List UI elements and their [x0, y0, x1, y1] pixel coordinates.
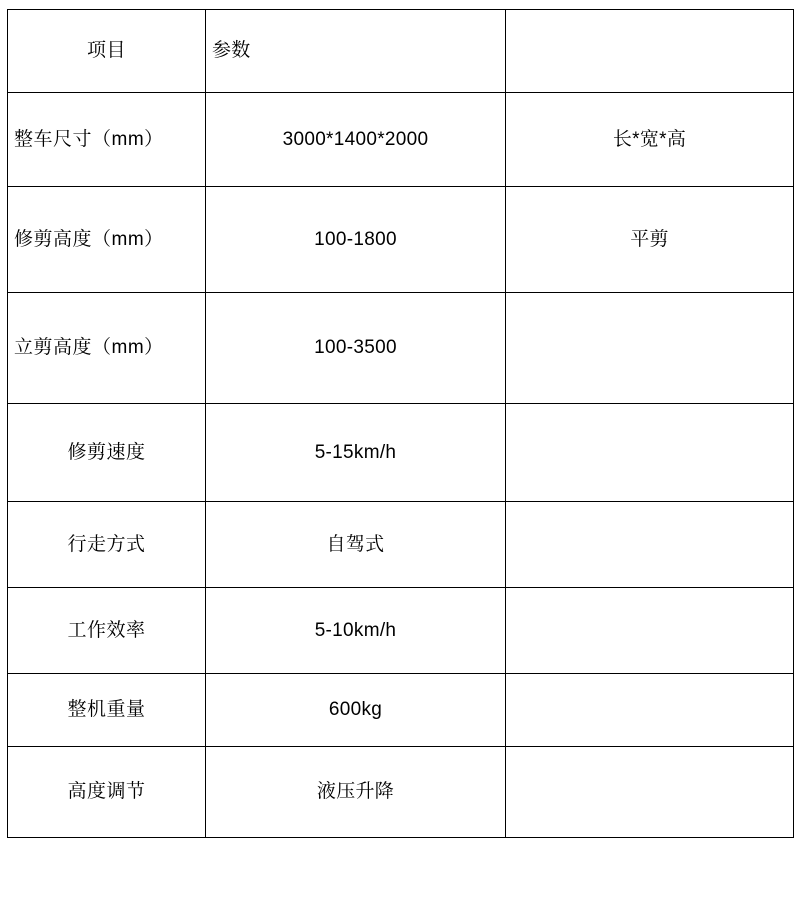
table-cell-note	[506, 10, 794, 93]
table-cell-item: 立剪高度（mm）	[8, 293, 206, 404]
table-cell-item: 整机重量	[8, 674, 206, 747]
table-row	[8, 187, 794, 293]
table-row	[8, 293, 794, 404]
table-cell-note: 长*宽*高	[506, 93, 794, 187]
table-cell-note	[506, 674, 794, 747]
table-row	[8, 674, 794, 747]
table-cell-item: 行走方式	[8, 502, 206, 588]
table-row	[8, 502, 794, 588]
table-cell-item: 修剪速度	[8, 404, 206, 502]
table-cell-param: 5-15km/h	[206, 404, 506, 502]
table-cell-item: 工作效率	[8, 588, 206, 674]
table-row	[8, 588, 794, 674]
table-cell-item: 整车尺寸（mm）	[8, 93, 206, 187]
table-cell-param: 自驾式	[206, 502, 506, 588]
table-cell-note	[506, 747, 794, 838]
table-cell-item: 高度调节	[8, 747, 206, 838]
table-cell-note	[506, 502, 794, 588]
specification-table	[7, 9, 794, 838]
table-cell-note	[506, 404, 794, 502]
table-cell-note	[506, 293, 794, 404]
table-cell-param: 液压升降	[206, 747, 506, 838]
table-row	[8, 747, 794, 838]
table-row	[8, 404, 794, 502]
table-cell-param: 100-1800	[206, 187, 506, 293]
table-cell-param: 100-3500	[206, 293, 506, 404]
table-row	[8, 93, 794, 187]
table-cell-item: 项目	[8, 10, 206, 93]
table-body	[8, 10, 794, 838]
table-cell-param: 参数	[206, 10, 506, 93]
table-cell-note	[506, 588, 794, 674]
table-row	[8, 10, 794, 93]
table-cell-note: 平剪	[506, 187, 794, 293]
table-cell-param: 600kg	[206, 674, 506, 747]
table-cell-param: 5-10km/h	[206, 588, 506, 674]
table-cell-item: 修剪高度（mm）	[8, 187, 206, 293]
table-cell-param: 3000*1400*2000	[206, 93, 506, 187]
